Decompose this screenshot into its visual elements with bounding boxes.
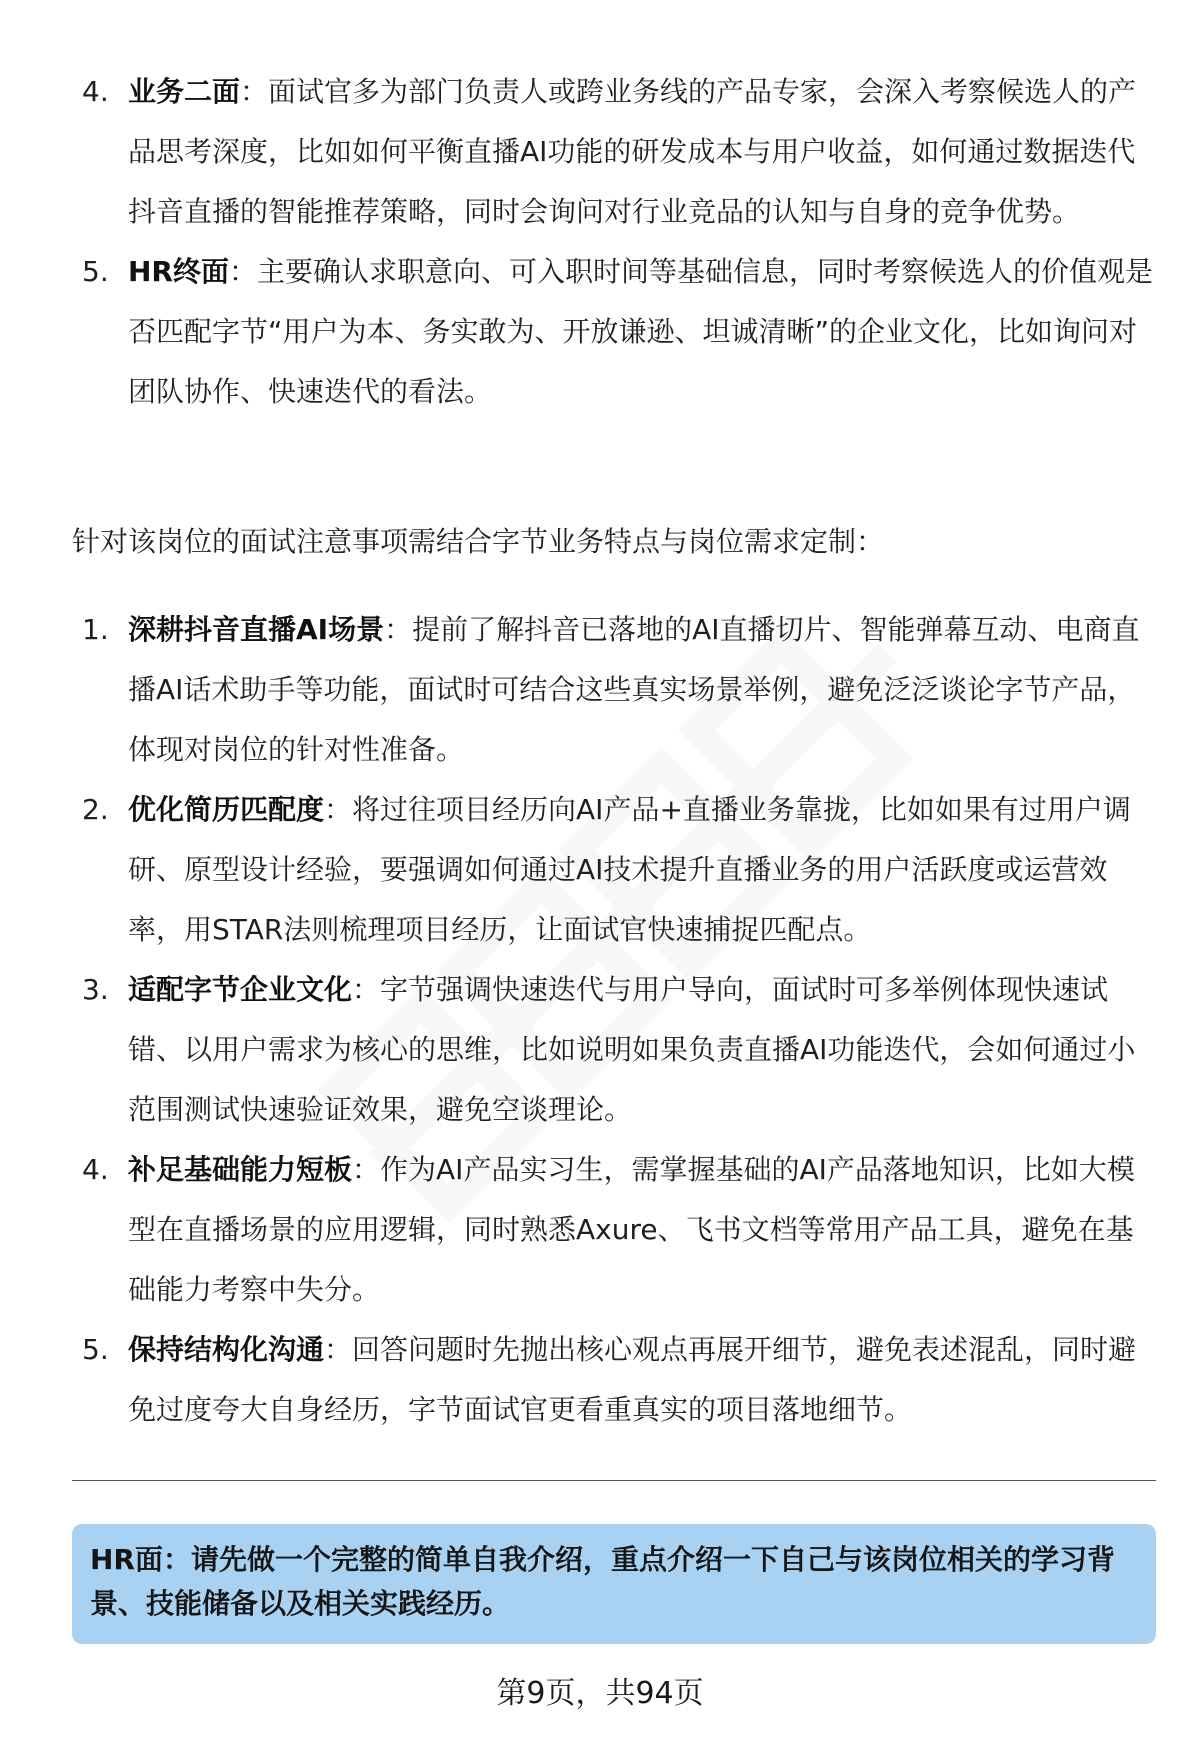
list-item-body [128,600,1160,780]
item-separator: ： [324,1333,353,1366]
section-divider [72,1480,1156,1481]
item-term: 保持结构化沟通 [128,1333,325,1366]
list-number: 4. [82,75,109,108]
interview-notes-list [0,600,1200,1440]
item-separator: ： [352,1153,381,1186]
item-text: 将过往项目经历向AI产品+直播业务靠拢，比如如果有过用户调研、原型设计经验，要强调如何通过AI技术提升直播业务的用户活跃度或运营效率，用STAR法则梳理项目经历，让面试官快速捕捉匹配点。 [128,793,1131,946]
list-item [0,600,1200,780]
list-item-body [128,780,1160,960]
interview-rounds-list [0,62,1200,422]
item-term: 补足基础能力短板 [128,1153,353,1186]
list-item [0,1320,1200,1440]
list-item-body [128,960,1160,1140]
list-item [0,1140,1200,1320]
item-text: 字节强调快速迭代与用户导向，面试时可多举例体现快速试错、以用户需求为核心的思维，比如说明如果负责直播AI功能迭代，会如何通过小范围测试快速验证效果，避免空谈理论。 [128,973,1136,1126]
list-item [0,242,1200,422]
hr-question-text: HR面：请先做一个完整的简单自我介绍，重点介绍一下自己与该岗位相关的学习背景、技能储备以及相关实践经历。 [90,1543,1115,1620]
item-term: 深耕抖音直播AI场景 [128,613,385,646]
list-number: 1. [82,613,109,646]
item-separator: ： [384,613,413,646]
list-item-body [128,62,1160,242]
item-text: 作为AI产品实习生，需掌握基础的AI产品落地知识，比如大模型在直播场景的应用逻辑，同时熟悉Axure、飞书文档等常用产品工具，避免在基础能力考察中失分。 [128,1153,1135,1306]
list-item [0,62,1200,242]
item-term: 业务二面 [128,75,241,108]
item-separator: ： [352,973,381,1006]
item-term: 优化简历匹配度 [128,793,325,826]
item-term: 适配字节企业文化 [128,973,353,1006]
item-text: 主要确认求职意向、可入职时间等基础信息，同时考察候选人的价值观是否匹配字节“用户为本、务实敢为、开放谦逊、坦诚清晰”的企业文化，比如询问对团队协作、快速迭代的看法。 [128,255,1154,408]
item-term: HR终面 [128,255,229,288]
list-number: 5. [82,1333,109,1366]
list-number: 2. [82,793,109,826]
page-number: 第9页，共94页 [496,1676,704,1711]
item-text: 面试官多为部门负责人或跨业务线的产品专家，会深入考察候选人的产品思考深度，比如如何平衡直播AI功能的研发成本与用户收益，如何通过数据迭代抖音直播的智能推荐策略，同时会询问对行业竞品的认知与自身的竞争优势。 [128,75,1137,228]
item-separator: ： [229,255,258,288]
list-item [0,960,1200,1140]
list-number: 3. [82,973,109,1006]
list-item-body [128,1320,1160,1440]
hr-question-callout [72,1524,1156,1644]
list-number: 5. [82,255,109,288]
item-text: 回答问题时先抛出核心观点再展开细节，避免表述混乱，同时避免过度夸大自身经历，字节面试官更看重真实的项目落地细节。 [128,1333,1137,1426]
item-separator: ： [324,793,353,826]
list-item [0,780,1200,960]
list-item-body [128,1140,1160,1320]
list-number: 4. [82,1153,109,1186]
notes-intro: 针对该岗位的面试注意事项需结合字节业务特点与岗位需求定制： [72,525,885,558]
list-item-body [128,242,1160,422]
item-separator: ： [240,75,269,108]
item-text: 提前了解抖音已落地的AI直播切片、智能弹幕互动、电商直播AI话术助手等功能，面试时可结合这些真实场景举例，避免泛泛谈论字节产品，体现对岗位的针对性准备。 [128,613,1140,766]
